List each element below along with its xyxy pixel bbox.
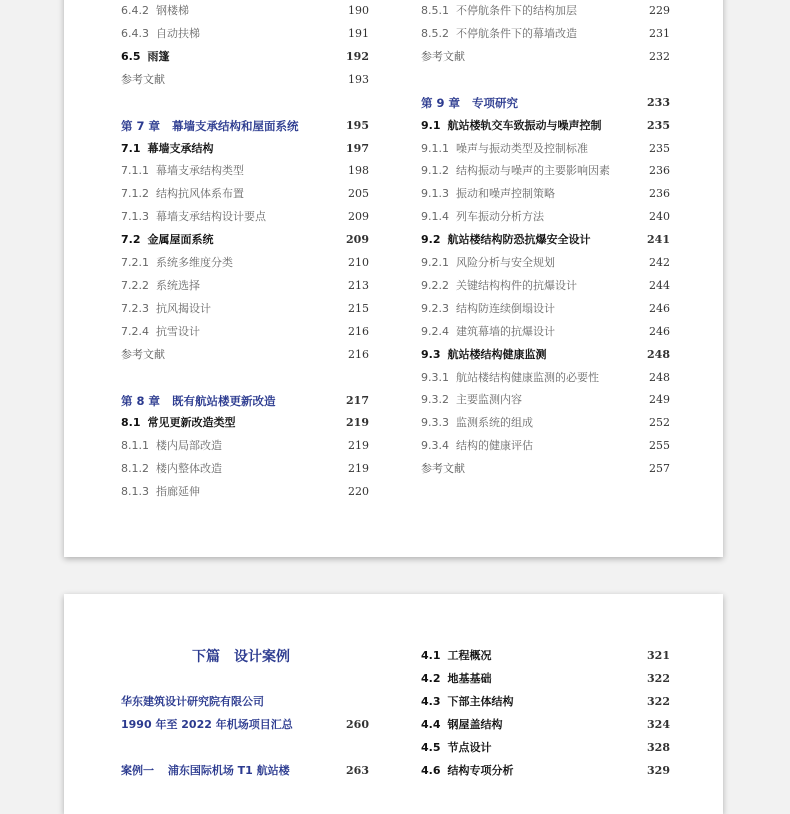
page-number: 219 xyxy=(348,462,369,476)
subsection-entry xyxy=(421,256,670,270)
page-number: 235 xyxy=(649,141,670,155)
chapter-entry xyxy=(121,119,369,133)
page-number: 217 xyxy=(346,393,369,407)
page-number: 215 xyxy=(348,301,369,315)
subsection-entry xyxy=(421,439,670,453)
entry-number: 9.3.3 xyxy=(421,416,449,430)
entry-title: 振动和噪声控制策略 xyxy=(456,187,555,201)
entry-title: 航站楼轨交车致振动与噪声控制 xyxy=(447,118,602,132)
entry-number: 8.1.2 xyxy=(121,462,149,476)
entry-title: 结构专项分析 xyxy=(447,764,514,777)
entry-number: 7.2.2 xyxy=(121,278,149,292)
entry-title: 系统多维度分类 xyxy=(156,256,233,269)
entry-title: 结构振动与噪声的主要影响因素 xyxy=(456,164,610,178)
subsection-entry xyxy=(421,142,670,156)
page-number: 231 xyxy=(649,26,670,40)
entry-number: 第 9 章 xyxy=(421,95,461,110)
section-entry xyxy=(421,718,670,732)
entry-number: 7.1.2 xyxy=(121,187,149,201)
subsection-entry xyxy=(121,485,369,499)
subsection-entry xyxy=(421,302,670,316)
entry-title: 抗雪设计 xyxy=(156,324,200,338)
entry-title: 幕墙支承结构类型 xyxy=(156,164,244,178)
page-number: 252 xyxy=(649,416,670,430)
entry-title: 航站楼结构健康监测的必要性 xyxy=(456,370,599,384)
subsection-entry xyxy=(121,279,369,293)
page-number: 219 xyxy=(346,416,369,430)
page-number: 216 xyxy=(348,347,369,361)
entry-number: 9.2.2 xyxy=(421,278,449,292)
page-number: 191 xyxy=(348,26,369,40)
subsection-entry xyxy=(421,325,670,339)
entry-title: 雨篷 xyxy=(147,49,170,63)
entry-title: 钢楼梯 xyxy=(156,4,189,17)
entry-title: 幕墙支承结构和屋面系统 xyxy=(172,118,299,133)
section-entry xyxy=(121,416,369,430)
entry-number: 8.1.1 xyxy=(121,439,149,453)
subsection-entry xyxy=(121,4,369,18)
page-number: 263 xyxy=(346,764,369,777)
entry-title: 钢屋盖结构 xyxy=(447,718,503,731)
entry-number: 9.3.4 xyxy=(421,439,449,453)
page-number: 241 xyxy=(647,233,670,247)
entry-title: 指廊延伸 xyxy=(156,485,200,499)
page-number: 219 xyxy=(348,439,369,453)
page-number: 242 xyxy=(649,256,670,269)
entry-title: 航站楼结构防恐抗爆安全设计 xyxy=(447,233,591,247)
entry-title: 结构的健康评估 xyxy=(456,439,533,453)
entry-number: 9.1.3 xyxy=(421,187,449,201)
subsection-entry xyxy=(121,462,369,476)
entry-title: 常见更新改造类型 xyxy=(147,416,236,430)
page-number: 198 xyxy=(348,164,369,178)
entry-title: 下部主体结构 xyxy=(447,695,514,708)
subsection-entry xyxy=(121,27,369,41)
subsection-entry xyxy=(421,210,670,224)
page-number: 209 xyxy=(346,233,369,247)
subsection-entry xyxy=(421,27,670,41)
section-entry xyxy=(421,649,670,663)
entry-number: 9.1.2 xyxy=(421,164,449,178)
subsection-entry xyxy=(121,302,369,316)
chapter-entry xyxy=(121,394,369,408)
page-number: 209 xyxy=(348,210,369,224)
entry-title: 参考文献 xyxy=(121,347,165,361)
page-number: 246 xyxy=(649,324,670,338)
subsection-entry xyxy=(421,4,670,18)
entry-number: 6.5 xyxy=(121,49,141,63)
entry-number: 第 8 章 xyxy=(121,393,161,408)
page-number: 257 xyxy=(649,462,670,476)
page-number: 236 xyxy=(649,187,670,201)
org-summary-entry xyxy=(121,718,369,732)
section-entry xyxy=(421,695,670,709)
entry-number: 4.4 xyxy=(421,718,441,731)
page-number: 233 xyxy=(647,95,670,109)
entry-number: 4.3 xyxy=(421,695,441,708)
entry-title: 金属屋面系统 xyxy=(147,233,214,247)
entry-number: 9.1.4 xyxy=(421,210,449,224)
subsection-entry xyxy=(421,164,670,178)
case-title: 浦东国际机场 T1 航站楼 xyxy=(167,764,290,777)
references-entry xyxy=(121,348,369,362)
page-number: 236 xyxy=(649,164,670,178)
toc-page-upper xyxy=(64,0,723,557)
page-number: 232 xyxy=(649,49,670,63)
subsection-entry xyxy=(421,371,670,385)
section-entry xyxy=(421,672,670,686)
entry-number: 7.1.1 xyxy=(121,164,149,178)
entry-title: 列车振动分析方法 xyxy=(456,210,544,224)
page-number: 321 xyxy=(647,649,670,662)
entry-title: 主要监测内容 xyxy=(456,393,522,407)
case-entry xyxy=(121,764,369,778)
section-entry xyxy=(421,233,670,247)
entry-number: 9.2 xyxy=(421,233,441,247)
section-entry xyxy=(121,50,369,64)
entry-title: 系统选择 xyxy=(156,278,200,292)
entry-title: 结构防连续倒塌设计 xyxy=(456,301,555,315)
case-label: 案例一 xyxy=(121,764,154,777)
chapter-entry xyxy=(421,96,670,110)
entry-number: 8.1.3 xyxy=(121,485,149,499)
page-number: 248 xyxy=(647,347,670,361)
part-title: 下篇 设计案例 xyxy=(192,649,290,665)
subsection-entry xyxy=(121,325,369,339)
subsection-entry xyxy=(421,393,670,407)
entry-number: 9.1.1 xyxy=(421,141,449,155)
entry-number: 9.2.4 xyxy=(421,324,449,338)
entry-title: 航站楼结构健康监测 xyxy=(447,347,547,361)
entry-number: 7.2.3 xyxy=(121,301,149,315)
references-entry xyxy=(421,462,670,476)
page-number: 322 xyxy=(647,672,670,685)
entry-number: 8.1 xyxy=(121,416,141,430)
entry-number: 4.5 xyxy=(421,741,441,754)
section-entry xyxy=(421,741,670,755)
entry-number: 9.1 xyxy=(421,118,441,132)
page-number: 246 xyxy=(649,301,670,315)
section-entry xyxy=(421,764,670,778)
entry-title: 参考文献 xyxy=(421,49,465,63)
subsection-entry xyxy=(121,439,369,453)
subsection-entry xyxy=(421,416,670,430)
entry-title: 节点设计 xyxy=(447,741,492,754)
entry-number: 4.2 xyxy=(421,672,441,685)
entry-title: 抗风揭设计 xyxy=(156,301,211,315)
entry-number: 9.2.1 xyxy=(421,256,449,269)
entry-title: 监测系统的组成 xyxy=(456,416,533,430)
entry-title: 不停航条件下的结构加层 xyxy=(456,4,577,17)
section-entry xyxy=(421,348,670,362)
page-number: 216 xyxy=(348,324,369,338)
section-entry xyxy=(121,233,369,247)
entry-number: 6.4.3 xyxy=(121,26,149,40)
entry-title: 建筑幕墙的抗爆设计 xyxy=(456,324,555,338)
entry-number: 8.5.1 xyxy=(421,4,449,17)
entry-title: 专项研究 xyxy=(472,95,519,110)
page-number: 328 xyxy=(647,741,670,754)
entry-number: 6.4.2 xyxy=(121,4,149,17)
entry-title: 结构抗风体系布置 xyxy=(156,187,244,201)
entry-number: 9.3 xyxy=(421,347,441,361)
page-number: 210 xyxy=(348,256,369,269)
page-number: 229 xyxy=(649,4,670,17)
entry-number: 4.6 xyxy=(421,764,441,777)
subsection-entry xyxy=(421,279,670,293)
page-number: 192 xyxy=(346,49,369,63)
org-name: 华东建筑设计研究院有限公司 xyxy=(121,695,264,708)
page-number: 248 xyxy=(649,370,670,384)
page-number: 244 xyxy=(649,278,670,292)
entry-title: 不停航条件下的幕墙改造 xyxy=(456,26,577,40)
entry-title: 参考文献 xyxy=(121,72,165,86)
entry-number: 7.2 xyxy=(121,233,141,247)
page-number: 235 xyxy=(647,118,670,132)
entry-number: 8.5.2 xyxy=(421,26,449,40)
entry-title: 既有航站楼更新改造 xyxy=(172,393,276,408)
entry-title: 风险分析与安全规划 xyxy=(456,256,555,269)
entry-title: 自动扶梯 xyxy=(156,26,200,40)
page-number: 195 xyxy=(346,118,369,132)
entry-title: 参考文献 xyxy=(421,462,465,476)
entry-number: 7.2.4 xyxy=(121,324,149,338)
org-line1 xyxy=(121,695,369,709)
entry-title: 关键结构构件的抗爆设计 xyxy=(456,278,577,292)
page-number: 220 xyxy=(348,485,369,499)
subsection-entry xyxy=(121,187,369,201)
page-number: 322 xyxy=(647,695,670,708)
references-entry xyxy=(421,50,670,64)
page-number: 205 xyxy=(348,187,369,201)
entry-number: 9.3.1 xyxy=(421,370,449,384)
page-number: 260 xyxy=(346,718,369,731)
entry-number: 7.1.3 xyxy=(121,210,149,224)
entry-title: 幕墙支承结构设计要点 xyxy=(156,210,266,224)
subsection-entry xyxy=(121,256,369,270)
entry-number: 第 7 章 xyxy=(121,118,161,133)
entry-title: 楼内整体改造 xyxy=(156,462,222,476)
entry-title: 楼内局部改造 xyxy=(156,439,222,453)
entry-number: 9.2.3 xyxy=(421,301,449,315)
entry-number: 9.3.2 xyxy=(421,393,449,407)
subsection-entry xyxy=(421,187,670,201)
section-entry xyxy=(421,119,670,133)
entry-title: 工程概况 xyxy=(447,649,492,662)
entry-title: 地基基础 xyxy=(447,672,492,685)
entry-number: 7.1 xyxy=(121,141,141,155)
section-entry xyxy=(121,142,369,156)
entry-number: 4.1 xyxy=(421,649,441,662)
entry-title: 噪声与振动类型及控制标准 xyxy=(456,141,588,155)
page-number: 324 xyxy=(647,718,670,731)
toc-page-lower xyxy=(64,594,723,814)
org-summary: 1990 年至 2022 年机场项目汇总 xyxy=(121,718,293,731)
page-number: 329 xyxy=(647,764,670,777)
subsection-entry xyxy=(121,164,369,178)
page-number: 190 xyxy=(348,4,369,17)
entry-title: 幕墙支承结构 xyxy=(147,141,214,155)
subsection-entry xyxy=(121,210,369,224)
page-number: 197 xyxy=(346,141,369,155)
page-number: 213 xyxy=(348,278,369,292)
page-number: 193 xyxy=(348,72,369,86)
page-number: 240 xyxy=(649,210,670,224)
references-entry xyxy=(121,73,369,87)
page-number: 255 xyxy=(649,439,670,453)
entry-number: 7.2.1 xyxy=(121,256,149,269)
page-number: 249 xyxy=(649,393,670,407)
